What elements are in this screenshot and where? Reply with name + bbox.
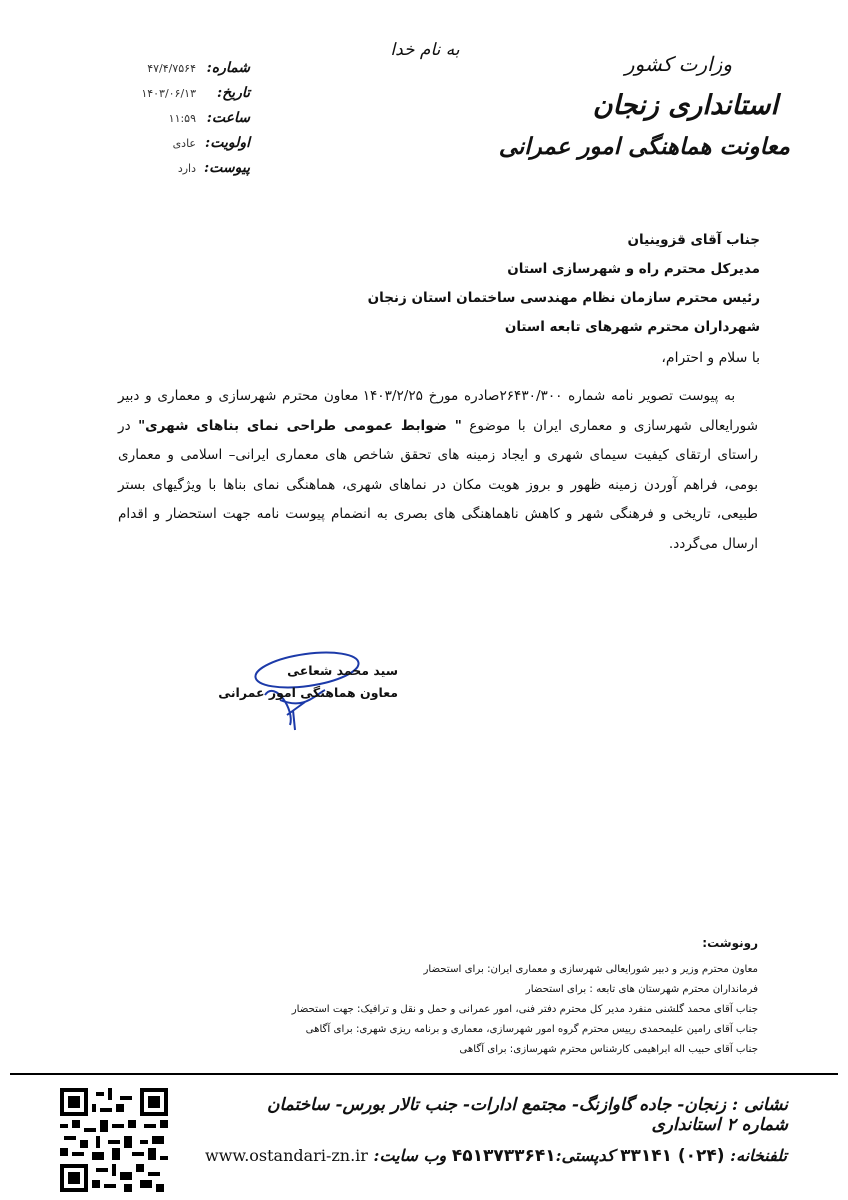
ministry-name: وزارت کشور: [624, 52, 732, 76]
cc-item: معاون محترم وزیر و دبیر شورایعالی شهرسازی و معماری ایران: برای استحضار: [423, 964, 758, 975]
cc-item: فرمانداران محترم شهرستان های تابعه : برای استحضار: [525, 984, 758, 995]
meta-priority: [120, 135, 250, 160]
body-subject: " ضوابط عمومی طراحی نمای بناهای شهری": [138, 417, 462, 434]
qr-code-icon: [60, 1088, 168, 1192]
meta-value: ۱۴۰۳/۰۶/۱۳: [141, 87, 196, 100]
website-label: وب سایت:: [373, 1146, 447, 1165]
governorate-name: استانداری زنجان: [592, 90, 778, 121]
footer-address: نشانی : زنجان- جاده گاوازنگ- مجتمع ادارات- جنب تالار بورس- ساختمان شماره ۲ استانداری: [267, 1095, 788, 1135]
cc-item: جناب آقای حبیب اله ابراهیمی کارشناس محترم شهرسازی: برای آگاهی: [459, 1044, 758, 1055]
recipient-line: مدیرکل محترم راه و شهرسازی استان: [507, 261, 760, 277]
meta-value: ۱۱:۵۹: [168, 112, 196, 125]
recipient-line: جناب آقای قزوینیان: [627, 232, 760, 248]
signer-name: سید محمد شعاعی: [287, 663, 398, 678]
phone-label: تلفنخانه:: [730, 1146, 787, 1165]
organization-header: [490, 52, 790, 160]
meta-label: تاریخ:: [216, 85, 250, 101]
recipient-line: رئیس محترم سازمان نظام مهندسی ساختمان استان زنجان: [367, 290, 760, 306]
meta-label: پیوست:: [204, 160, 250, 176]
signature-block: [218, 660, 398, 704]
phone: [620, 1146, 787, 1166]
meta-label: ساعت:: [206, 110, 250, 126]
meta-number: [120, 60, 250, 85]
meta-value: ۴۷/۴/۷۵۶۴: [147, 62, 196, 75]
meta-time: [120, 110, 250, 135]
meta-attachment: [120, 160, 250, 185]
recipients-block: [260, 226, 760, 342]
footer-contact: [205, 1146, 787, 1166]
body-part-1: به پیوست تصویر نامه شماره ۲۶۴۳۰/۳۰۰صادره مورخ ۱۴۰۳/۲/۲۵ معاون محترم شهرسازی و معماری و دبیر شورایعالی شهرسازی و معماری ایران با موضوع: [118, 388, 758, 434]
cc-list: [198, 960, 758, 1060]
meta-value: دارد: [177, 162, 196, 175]
signer-title: معاون هماهنگی امور عمرانی: [218, 685, 398, 700]
meta-value: عادی: [172, 137, 196, 150]
meta-label: شماره:: [206, 60, 250, 76]
recipient-line: شهرداران محترم شهرهای تابعه استان: [504, 319, 760, 335]
postal-label: کدپستی:: [555, 1146, 615, 1165]
website-link[interactable]: www.ostandari-zn.ir: [205, 1146, 368, 1165]
footer-divider: [10, 1073, 838, 1075]
deputy-office-name: معاونت هماهنگی امور عمرانی: [498, 133, 790, 160]
body-part-2: در راستای ارتقای کیفیت سیمای شهری و ایجاد زمینه های تحقق شاخص های معماری ایرانی– اسلامی و معماری بومی، فراهم آوردن زمینه ظهور و بروز هویت مکان در نماهای شهری، هماهنگی نمای بناها با ویژگیهای بستر طبیعی، تاریخی و فرهنگی شهر و کاهش ناهماهنگی های بصری به انضمام پیوست نامه جهت استحضار و اقدام ارسال می‌گردد.: [118, 417, 758, 552]
letter-body: [118, 382, 758, 559]
meta-label: اولویت:: [205, 135, 250, 151]
postal-code: [452, 1146, 615, 1166]
greeting: با سلام و احترام،: [661, 350, 760, 366]
cc-item: جناب آقای محمد گلشنی منفرد مدیر کل محترم دفتر فنی، امور عمرانی و حمل و نقل و ترافیک: جهت استحضار: [291, 1004, 758, 1015]
cc-item: جناب آقای رامین علیمحمدی رییس محترم گروه امور شهرسازی، معماری و برنامه ریزی شهری: برای آگاهی: [305, 1024, 758, 1035]
cc-title: رونوشت:: [702, 936, 758, 950]
meta-date: [120, 85, 250, 110]
postal-value: ۴۵۱۳۷۳۳۶۴۱: [451, 1146, 556, 1166]
bismillah-heading: به نام خدا: [390, 40, 460, 60]
phone-value: (۰۲۴) ۳۳۱۴۱: [620, 1146, 725, 1166]
letter-meta: [120, 60, 250, 185]
